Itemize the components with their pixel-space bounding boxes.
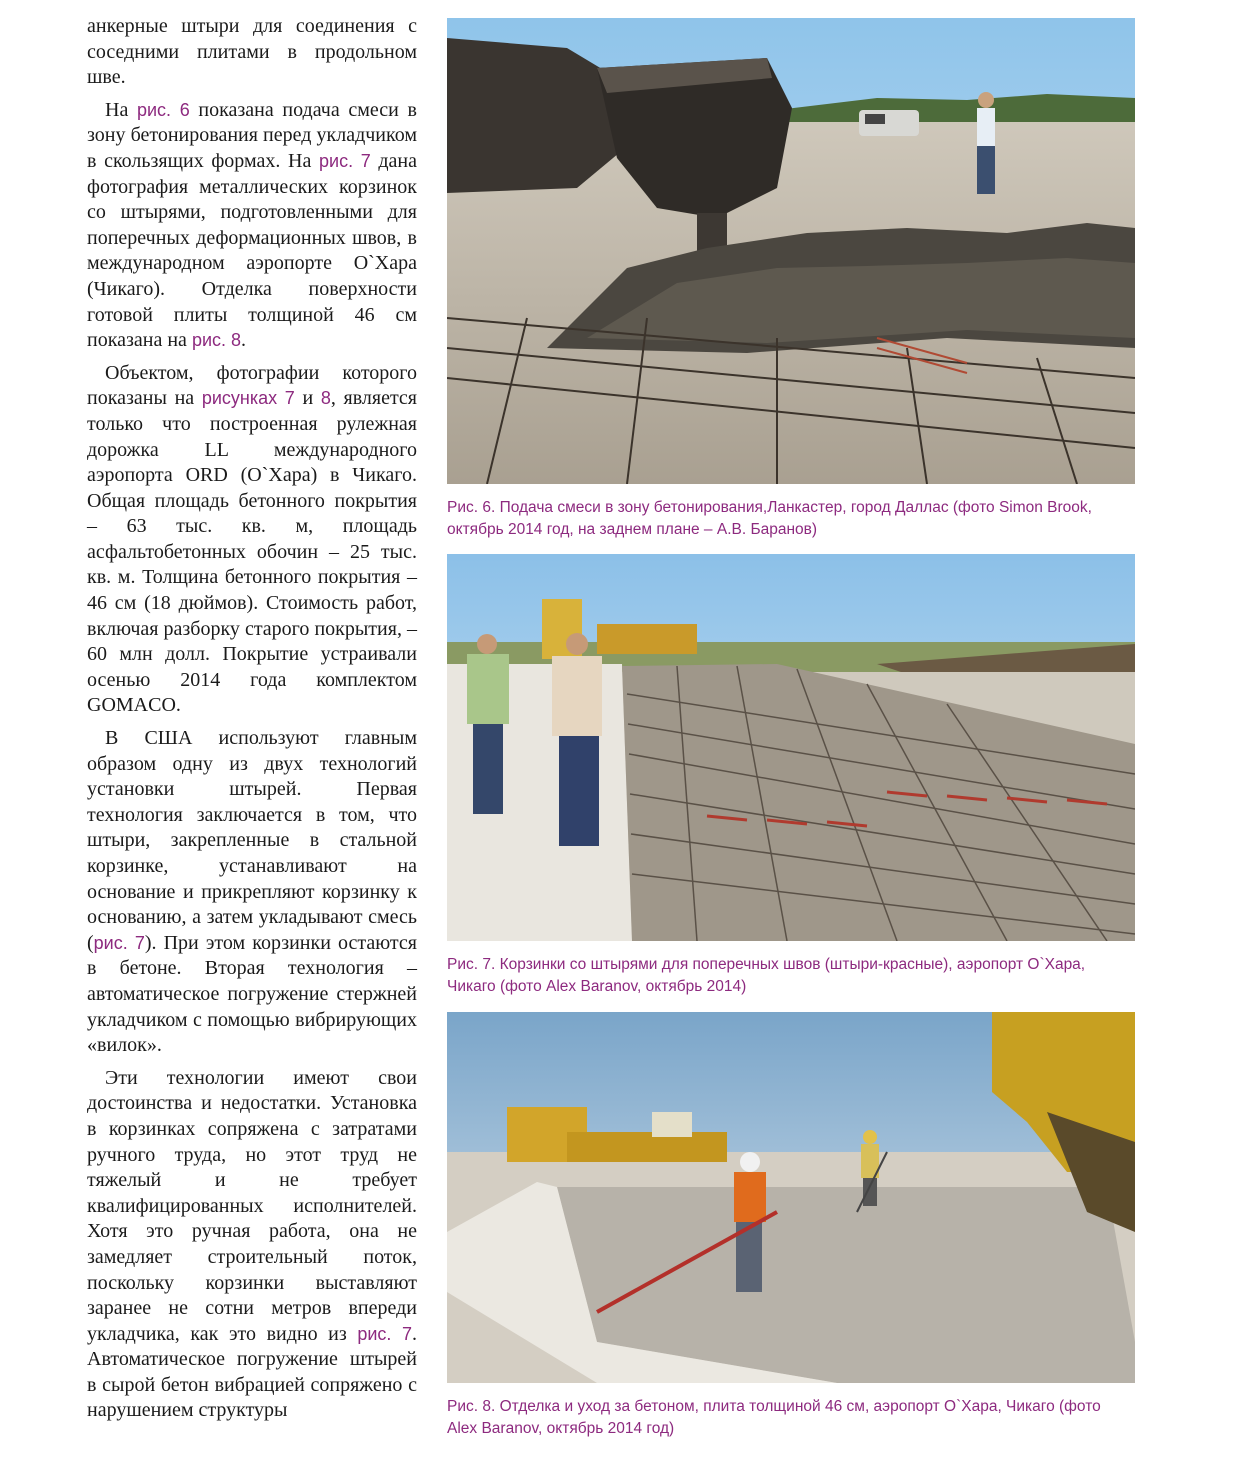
p3-text-a: Объектом, фотографии которого показаны на: [87, 361, 417, 410]
figures-8-link[interactable]: 8: [320, 388, 331, 409]
paragraph-4: [87, 726, 417, 1059]
figure-8: [447, 1012, 1135, 1440]
body-text-column: [87, 14, 417, 1464]
paragraph-1-text: анкерные штыри для соединения с соседними плитами в продольном шве.: [87, 15, 417, 89]
p4-text-b: ). При этом корзинки остаются в бетоне. Вторая технология – автоматическое погружение стержней укладчиком с помощью вибрирующих «вилок».: [87, 931, 417, 1057]
figure-6-photo: [447, 18, 1135, 484]
figure-7: [447, 554, 1135, 998]
figures-7-link[interactable]: рисунках 7: [201, 388, 295, 409]
figure-7-link[interactable]: рис. 7: [319, 150, 371, 171]
figure-6-link[interactable]: рис. 6: [136, 99, 190, 120]
paragraph-3: [87, 361, 417, 719]
p3-text-c: , является только что построенная рулежная дорожка LL международного аэропорта ORD (О`Хара) в Чикаго. Общая площадь бетонного покрытия – 63 тыс. кв. м, площадь асфальтобетонных обочин – 25 тыс. кв. м. Толщина бетонного покрытия – 46 см (18 дюймов). Стоимость работ, включая разборку старого покрытия, – 60 млн долл. Покрытие устраивали осенью 2014 года комплектом GOMACO.: [87, 387, 418, 717]
p4-text-a: В США используют главным образом одну из двух технологий установки штырей. Первая технология заключается в том, что штыри, закрепленные в стальной корзинке, устанавливают на основание и прикрепляют корзинку к основанию, а затем укладывают смесь (: [87, 727, 417, 954]
p5-text-a: Эти технологии имеют свои достоинства и недостатки. Установка в корзинках сопряжена с затратами ручного труда, но этот труд не тяжелый и не требует квалифицированных исполнителей. Хотя это ручная работа, она не замедляет строительный поток, поскольку корзинки выставляют заранее не сотни метров впереди укладчика, как это видно из: [87, 1066, 417, 1345]
p2-text-d: .: [241, 329, 247, 352]
figure-8-link[interactable]: рис. 8: [191, 330, 242, 351]
p3-text-b: и: [294, 387, 321, 410]
figure-8-photo: [447, 1012, 1135, 1383]
paragraph-2: [87, 98, 417, 354]
paragraph-1: [87, 14, 417, 91]
figure-7-photo: [447, 554, 1135, 941]
p5-text-b: . Автоматическое погружение штырей в сырой бетон вибрацией сопряжено с нарушением структуры: [87, 1322, 418, 1422]
p2-text-c: дана фотография металлических корзинок со штырями, подготовленными для поперечных деформационных швов, в международном аэропорте О`Хара (Чикаго). Отделка поверхности готовой плиты толщиной 46 см показана на: [87, 149, 417, 352]
p2-text-a: На: [105, 98, 137, 121]
p2-text-b: показана подача смеси в зону бетонирования перед укладчиком в скользящих формах. На: [87, 98, 417, 172]
paragraph-5: [87, 1066, 417, 1424]
figure-7-caption: Рис. 7. Корзинки со штырями для поперечных швов (штыри-красные), аэропорт О`Хара, Чикаго (фото Alex Baranov, октябрь 2014): [447, 956, 1086, 995]
figure-7-link-2[interactable]: рис. 7: [93, 932, 145, 953]
figure-8-caption: Рис. 8. Отделка и уход за бетоном, плита толщиной 46 см, аэропорт О`Хара, Чикаго (фото Alex Baranov, октябрь 2014 год): [447, 1398, 1101, 1437]
figure-6-caption: Рис. 6. Подача смеси в зону бетонирования,Ланкастер, город Даллас (фото Simon Brook, октябрь 2014 год, на заднем плане – А.В. Баранов): [447, 499, 1092, 538]
figure-7-link-3[interactable]: рис. 7: [357, 1323, 413, 1344]
figure-6: [447, 18, 1135, 541]
